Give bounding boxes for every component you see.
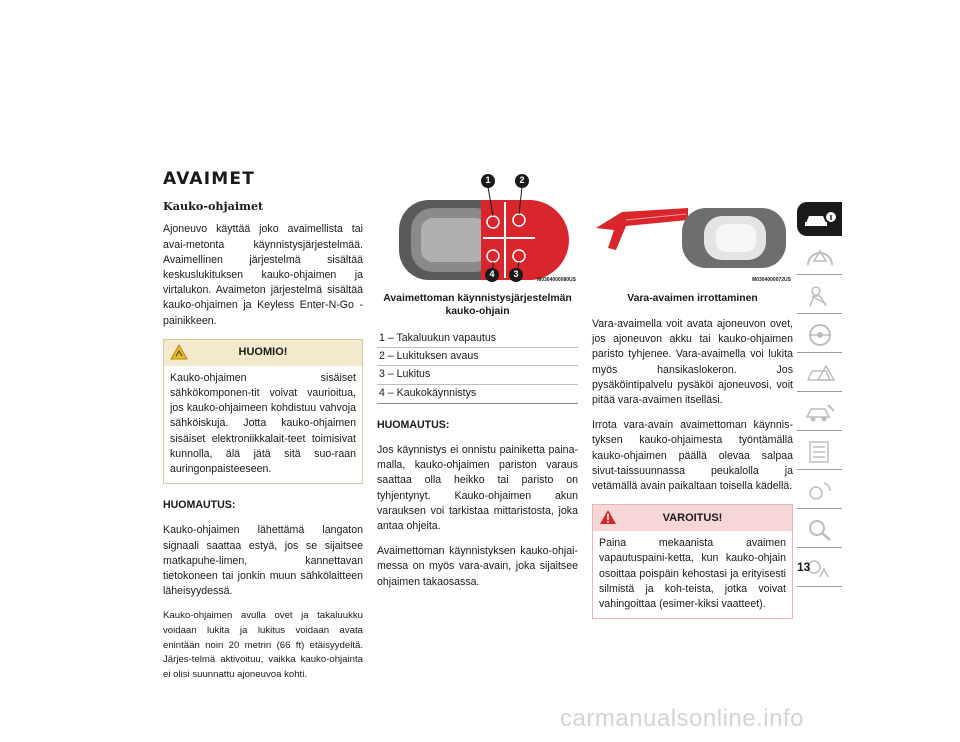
warning-text: Paina mekaanista avaimen vapautuspaini-ketta, kun kauko-ohjain osoittaa poispäin kehostasi ja erityisesti silmistä ja koh-teista, jotka voivat vahingoittaa (esimer-kiksi vaatteet). [599, 537, 786, 611]
figure-caption: Vara-avaimen irrottaminen [627, 293, 758, 304]
caution-title: HUOMIO! [238, 346, 288, 359]
emergency-icon [804, 362, 836, 386]
section-heading: Kauko-ohjaimet [163, 199, 264, 214]
legend-item: 4 – Kaukokäynnistys [377, 384, 578, 402]
tab-safety[interactable] [797, 278, 842, 314]
legend-item: 3 – Lukitus [377, 365, 578, 383]
warning-title: VAROITUS! [662, 511, 723, 524]
chapter-tabs [797, 202, 842, 590]
legend-item: 2 – Lukituksen avaus [377, 347, 578, 365]
left-column [163, 169, 363, 692]
figure-code: M0304000080US [537, 276, 576, 283]
tab-multimedia[interactable] [797, 473, 842, 509]
page-number: 13 [797, 560, 811, 574]
tab-emergency[interactable] [797, 356, 842, 392]
page-title: AVAIMET [163, 169, 256, 189]
search-icon [804, 518, 836, 542]
car-info-icon [803, 208, 837, 230]
note-text: Kauko-ohjaimen lähettämä langaton signaali saattaa estyä, jos se sijaitsee matkapuhe-limen, kannettavan tietokoneen tai jonkin muun sähkölaitteen läheisyydessä. [163, 524, 363, 598]
caution-text: Kauko-ohjaimen sisäiset sähkökomponen-tit voivat vaurioitua, jos kauko-ohjaimeen kohdistuu vahvoja sähköiskuja. Jotta kauko-ohjaimen sisäiset elektroniikkalait-teet toimisivat kunnolla, älä jätä sitä suo-raan auringonpaisteeseen. [170, 371, 356, 476]
callout-2: 2 [515, 174, 529, 188]
safety-icon [804, 284, 836, 308]
note-title: HUOMAUTUS: [377, 418, 450, 431]
multimedia-icon [804, 479, 836, 503]
tab-steering[interactable] [797, 317, 842, 353]
car-service-icon [804, 401, 836, 425]
dashboard-warning-icon [804, 245, 836, 269]
caution-box [163, 339, 363, 484]
tab-dashboard-warning[interactable] [797, 239, 842, 275]
callout-3: 3 [509, 268, 523, 282]
figure-code: M0304000072US [752, 276, 791, 283]
button-legend [377, 330, 578, 404]
caution-triangle-icon [170, 344, 188, 360]
steering-wheel-icon [804, 323, 836, 347]
range-paragraph: Kauko-ohjaimen avulla ovet ja takaluukku voidaan lukita ja lukitus voidaan avata enintään noin 20 metrin (66 ft) etäisyydeltä. Järjes-telmä aktivoituu, vaikka kauko-ohjainta ei olisi suunnattu ajoneuvoa kohti. [163, 610, 363, 680]
backup-key-paragraph: Avaimettoman käynnistyksen kauko-ohjai-messa on myös vara-avain, joka sijaitsee ohjaimen takaosassa. [377, 545, 578, 588]
warning-header [593, 505, 792, 531]
note-title: HUOMAUTUS: [163, 499, 236, 512]
tab-car-info[interactable] [797, 202, 842, 236]
tab-search[interactable] [797, 512, 842, 548]
legend-item: 1 – Takaluukun vapautus [379, 332, 497, 344]
middle-column [377, 170, 578, 600]
key-fob-figure [377, 170, 578, 292]
note-text: Jos käynnistys ei onnistu painiketta paina-malla, kauko-ohjaimen pariston varaus saattaa olla heikko tai paristo on tyhjentynyt. Kauko-ohjaimen akun varauksen voi tarkistaa mittaristosta, joka antaa ohjeita. [377, 444, 578, 533]
warning-triangle-icon [599, 509, 617, 525]
watermark: carmanualsonline.info [560, 705, 804, 732]
right-column [592, 170, 793, 633]
figure-caption: Avaimettoman käynnistysjärjestelmän kauko-ohjain [383, 293, 572, 317]
callout-4: 4 [485, 268, 499, 282]
intro-paragraph: Ajoneuvo käyttää joko avaimellista tai avai-metonta käynnistysjärjestelmää. Avaimellinen järjestelmä sisältää keskuslukituksen kauko-ohjaimen ja virtalukon. Avaimeton järjestelmä sisältää kauko-ohjaimen ja Keyless Enter-N-Go -painikkeen. [163, 223, 363, 327]
backup-key-figure [592, 170, 793, 292]
remove-key-paragraph: Irrota vara-avain avaimettoman käynnis-tyksen kauko-ohjaimesta työntämällä kauko-ohjaimen päällä olevaa salpaa sivut-taissuunnassa peukalolla ja vetämällä avain paikaltaan toisella kädellä. [592, 419, 793, 493]
caution-header [164, 340, 362, 366]
callout-1: 1 [481, 174, 495, 188]
warning-box [592, 504, 793, 619]
tab-service[interactable] [797, 395, 842, 431]
backup-key-paragraph: Vara-avaimella voit avata ajoneuvon ovet, jos ajoneuvon akku tai kauko-ohjaimen paristo tyhjenee. Vara-avaimella voi lukita myös hansikaslokeron. Jos pysäköintipalvelu pysäköi ajoneuvosi, voit pitää vara-avaimen itselläsi. [592, 318, 793, 407]
specifications-icon [804, 440, 836, 464]
tab-specifications[interactable] [797, 434, 842, 470]
